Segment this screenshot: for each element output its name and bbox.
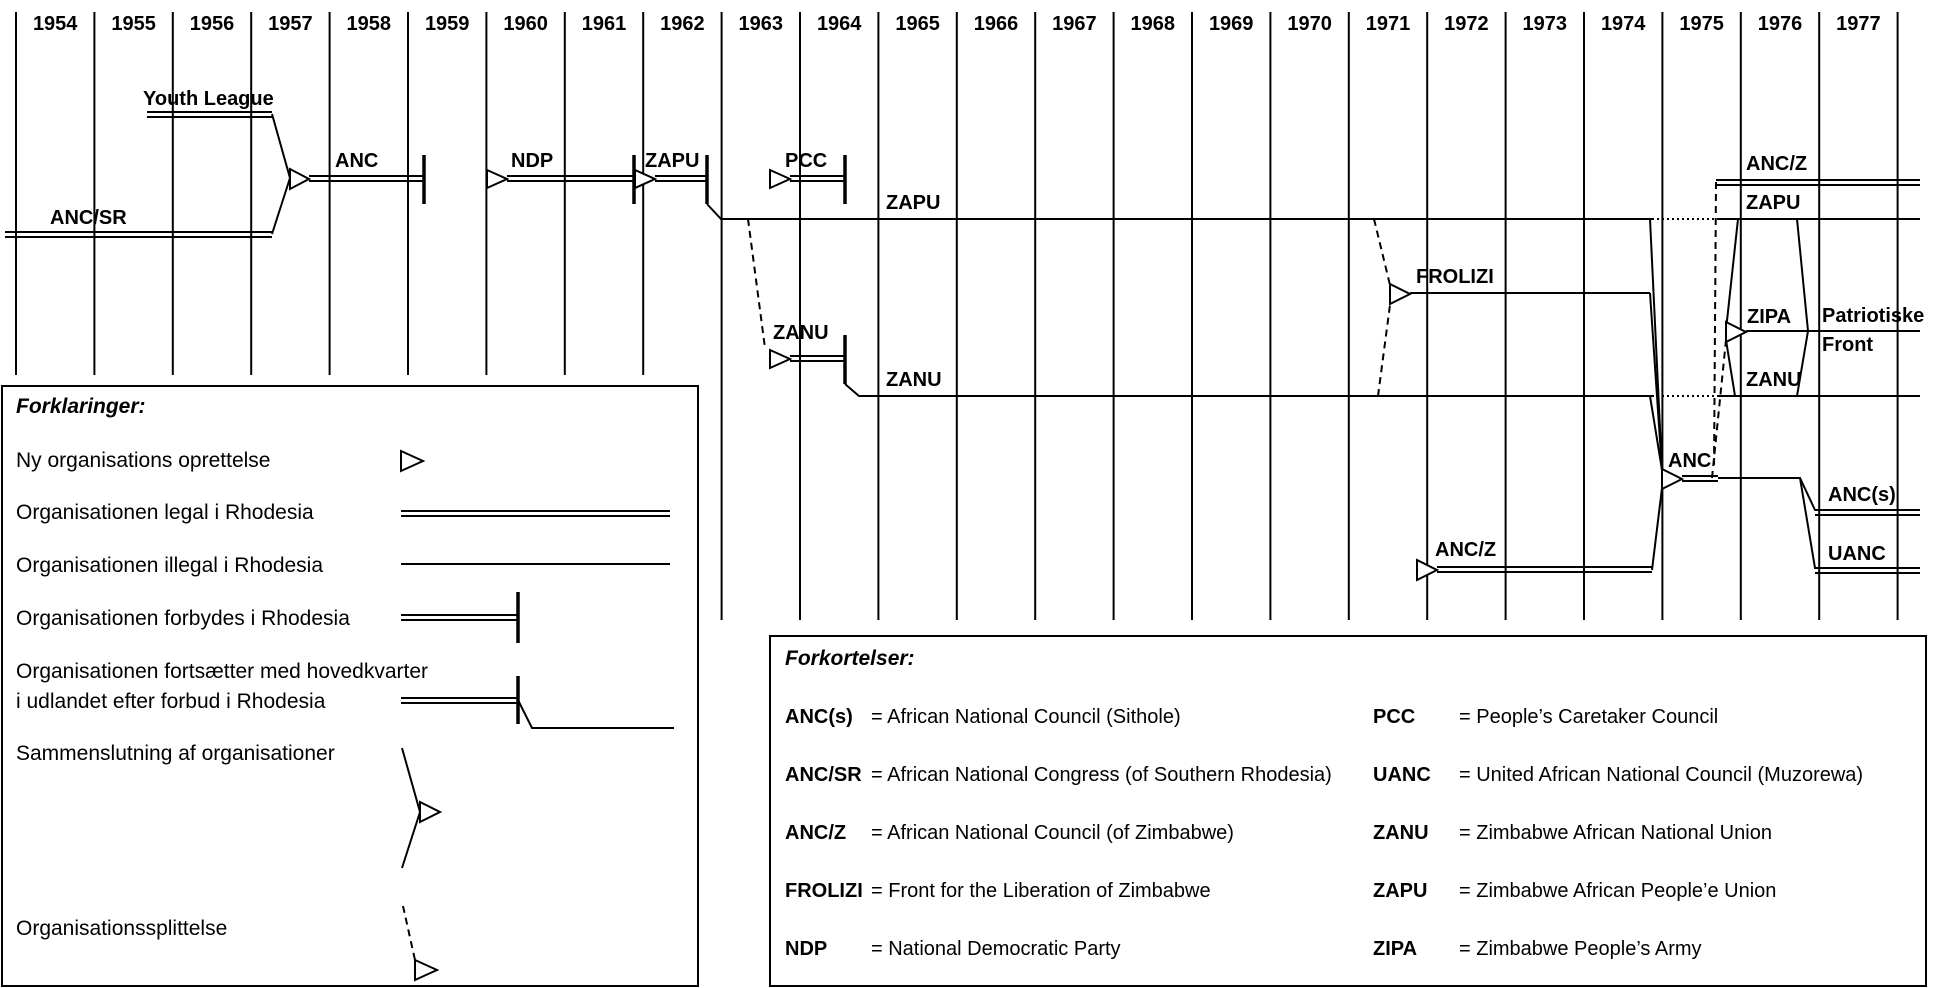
abbreviation-meaning-left: = Front for the Liberation of Zimbabwe (871, 880, 1211, 902)
year-label: 1974 (1600, 13, 1646, 35)
label-youth-league: Youth League (143, 88, 274, 110)
anc-sr-line (5, 232, 272, 237)
abbreviation-right: ZANU (1373, 822, 1429, 844)
abbreviation-right: PCC (1373, 706, 1416, 728)
year-label: 1968 (1130, 13, 1176, 35)
zipa-line (1712, 219, 1920, 478)
label-zanu-1976: ZANU (1746, 369, 1802, 391)
legend-item-banned: Organisationen forbydes i Rhodesia (16, 607, 350, 630)
abbreviation-meaning-right: = Zimbabwe People’s Army (1459, 938, 1702, 960)
legend-item-split: Organisationssplittelse (16, 917, 228, 940)
label-anc-1975: ANC (1668, 450, 1712, 472)
ndp-line (487, 155, 634, 204)
abbreviation-right: ZAPU (1373, 880, 1428, 902)
year-label: 1967 (1052, 13, 1097, 35)
legend-item-merger: Sammenslutning af organisationer (16, 742, 335, 765)
abbreviation-meaning-left: = African National Congress (of Southern Rhodesia) (871, 764, 1332, 786)
label-zapu: ZAPU (886, 192, 941, 214)
label-zanu-split: ZANU (773, 322, 829, 344)
legend-title: Forklaringer: (16, 395, 146, 418)
year-label: 1956 (189, 13, 235, 35)
year-label: 1973 (1522, 13, 1568, 35)
anc-z-1972-line (1417, 560, 1652, 580)
year-label: 1958 (346, 13, 392, 35)
legend-item-illegal: Organisationen illegal i Rhodesia (16, 554, 324, 577)
abbreviation-meaning-left: = African National Council (Sithole) (871, 706, 1181, 728)
label-zipa: ZIPA (1747, 306, 1792, 328)
label-uanc: UANC (1828, 543, 1886, 565)
abbreviation-left: ANC/Z (785, 822, 847, 844)
year-label: 1960 (503, 13, 548, 35)
abbreviation-left: NDP (785, 938, 828, 960)
label-anc-z-1972: ANC/Z (1435, 539, 1497, 561)
abbreviations-title: Forkortelser: (785, 647, 915, 670)
frolizi-line (1374, 219, 1650, 396)
year-label: 1954 (32, 13, 78, 35)
merger-1957 (272, 114, 309, 234)
label-patriotic-front-2: Front (1822, 334, 1874, 356)
year-label: 1965 (895, 13, 940, 35)
label-frolizi: FROLIZI (1416, 266, 1494, 288)
year-label: 1972 (1444, 13, 1489, 35)
year-label: 1962 (660, 13, 705, 35)
zanu-split (748, 219, 1652, 396)
legend-item-legal: Organisationen legal i Rhodesia (16, 501, 314, 524)
label-anc-sr: ANC/SR (50, 207, 127, 229)
label-pcc: PCC (785, 150, 828, 172)
year-label: 1970 (1287, 13, 1332, 35)
abbreviations-box (770, 636, 1926, 986)
abbreviation-meaning-right: = United African National Council (Muzorewa) (1459, 764, 1864, 786)
abbreviation-left: ANC/SR (785, 764, 862, 786)
year-label: 1971 (1365, 13, 1411, 35)
label-zapu-early: ZAPU (645, 150, 700, 172)
label-zanu: ZANU (886, 369, 942, 391)
abbreviation-left: ANC(s) (785, 706, 853, 728)
year-label: 1959 (424, 13, 470, 35)
label-patriotic-front-1: Patriotiske (1822, 305, 1925, 327)
youth-league-line (147, 112, 272, 117)
label-ndp: NDP (511, 150, 554, 172)
legend-item-abroad-1: Organisationen fortsætter med hovedkvarter (16, 660, 429, 683)
year-label: 1975 (1679, 13, 1724, 35)
label-zapu-1976: ZAPU (1746, 192, 1801, 214)
legend-item-new: Ny organisations oprettelse (16, 449, 271, 472)
year-label: 1955 (111, 13, 156, 35)
year-label: 1961 (581, 13, 627, 35)
legend-item-abroad-2: i udlandet efter forbud i Rhodesia (16, 690, 326, 713)
label-anc-z-1975: ANC/Z (1746, 153, 1808, 175)
year-label: 1957 (268, 13, 313, 35)
abbreviation-left: FROLIZI (785, 880, 863, 902)
abbreviation-meaning-right: = People’s Caretaker Council (1459, 706, 1719, 728)
year-label: 1964 (816, 13, 862, 35)
abbreviation-meaning-right: = Zimbabwe African National Union (1459, 822, 1772, 844)
year-label: 1963 (738, 13, 784, 35)
abbreviation-right: ZIPA (1373, 938, 1418, 960)
legend-box (2, 386, 698, 986)
abbreviation-meaning-left: = National Democratic Party (871, 938, 1121, 960)
year-label: 1976 (1757, 13, 1803, 35)
label-anc-s: ANC(s) (1828, 484, 1896, 506)
year-label: 1966 (973, 13, 1019, 35)
abbreviation-right: UANC (1373, 764, 1431, 786)
label-anc: ANC (335, 150, 379, 172)
abbreviation-meaning-right: = Zimbabwe African People’e Union (1459, 880, 1777, 902)
year-label: 1969 (1208, 13, 1254, 35)
abbreviation-meaning-left: = African National Council (of Zimbabwe) (871, 822, 1234, 844)
year-label: 1977 (1836, 13, 1881, 35)
